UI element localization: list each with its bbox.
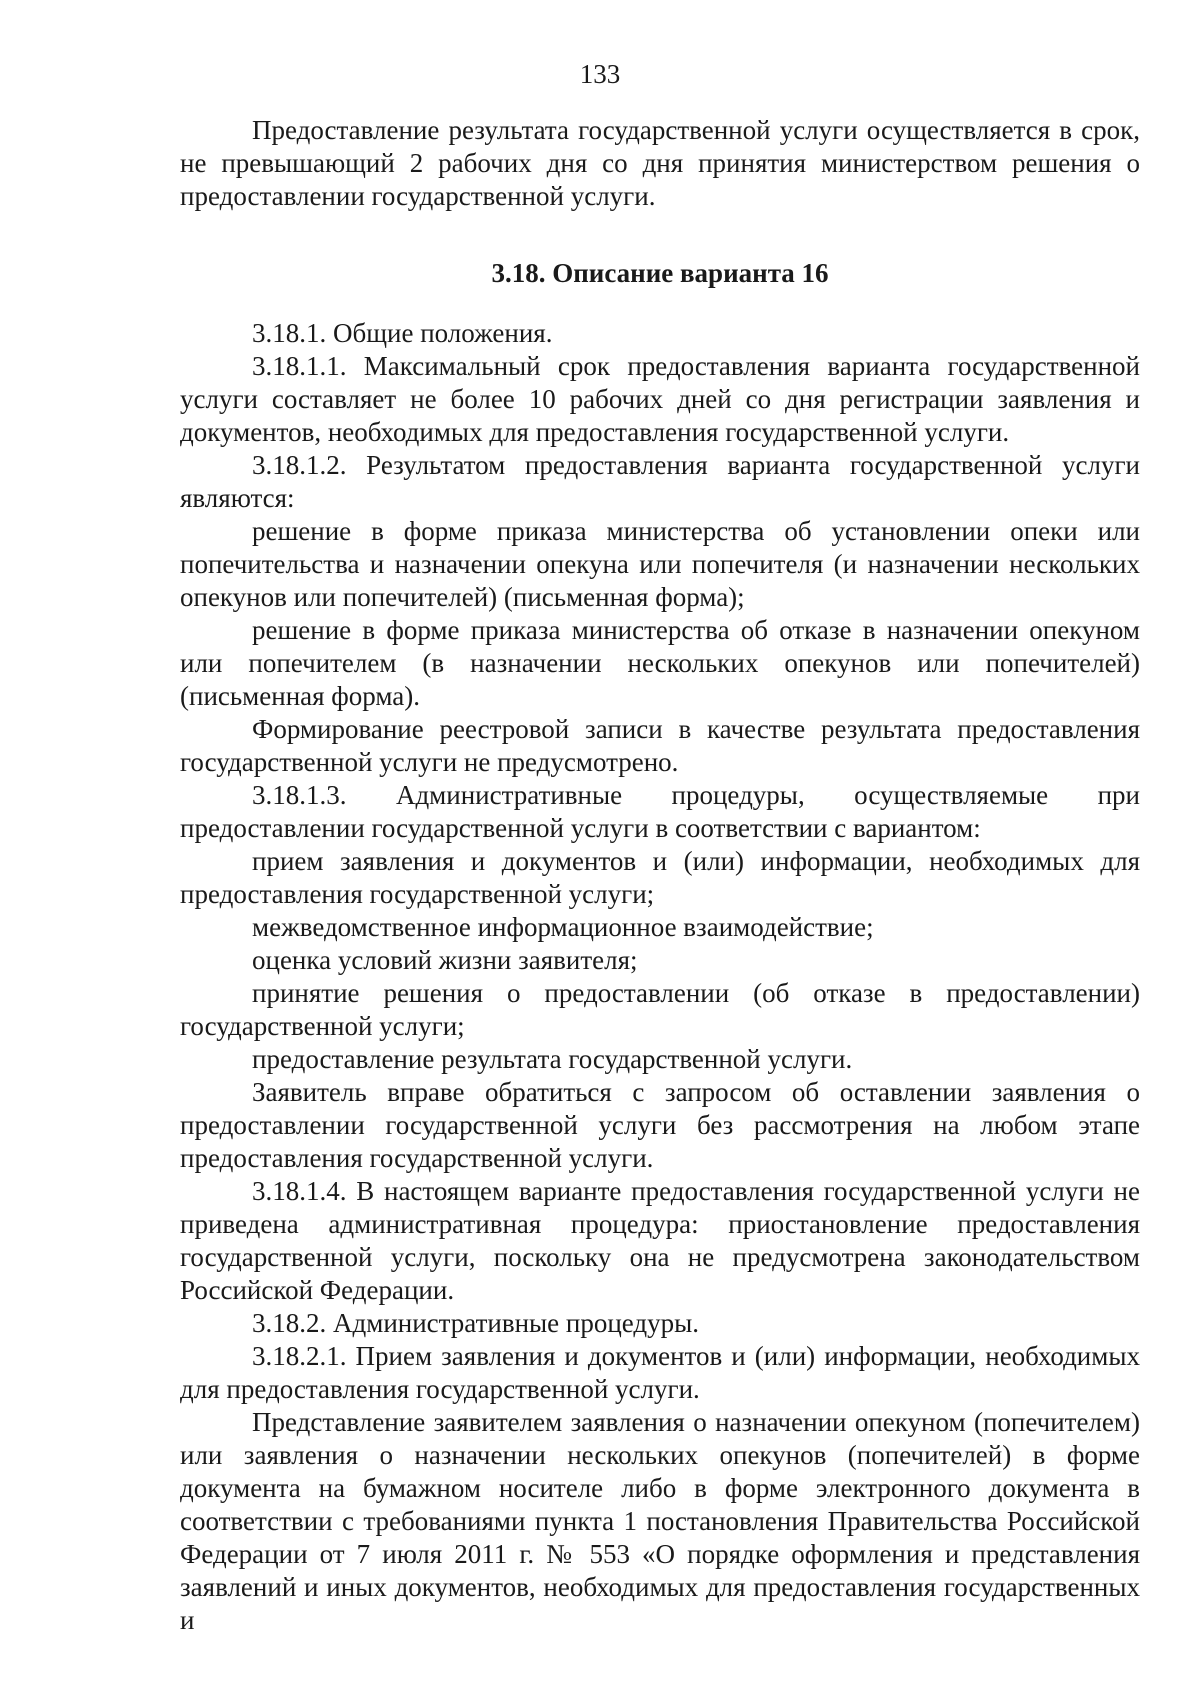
paragraph-3-18-2-1: 3.18.2.1. Прием заявления и документов и (или) информации, необходимых для предоставления государственной услуги.	[180, 1341, 1140, 1404]
result-item-1: решение в форме приказа министерства об установлении опеки или попечительства и назначении опекуна или попечителя (и назначении нескольких опекунов или попечителей) (письменная форма);	[180, 516, 1140, 612]
paragraph-3-18-1-3: 3.18.1.3. Административные процедуры, осуществляемые при предоставлении государственной услуги в соответствии с вариантом:	[180, 780, 1140, 843]
paragraph-3-18-1: 3.18.1. Общие положения.	[252, 318, 553, 348]
section-title: 3.18. Описание варианта 16	[491, 258, 829, 288]
paragraph-3-18-1-4: 3.18.1.4. В настоящем варианте предоставления государственной услуги не приведена административная процедура: приостановление предоставления государственной услуги, поскольку она не предусмотрена законодательством Российской Федерации.	[180, 1176, 1140, 1305]
registry-note: Формирование реестровой записи в качестве результата предоставления государственной услуги не предусмотрено.	[180, 714, 1140, 777]
intro-paragraph: Предоставление результата государственной услуги осуществляется в срок, не превышающий 2 рабочих дня со дня принятия министерством решения о предоставлении государственной услуги.	[180, 115, 1140, 211]
procedure-item-5: предоставление результата государственной услуги.	[252, 1044, 853, 1074]
procedure-item-3: оценка условий жизни заявителя;	[252, 945, 638, 975]
page-number: 133	[579, 59, 621, 89]
application-paragraph: Представление заявителем заявления о назначении опекуном (попечителем) или заявления о назначении нескольких опекунов (попечителей) в форме документа на бумажном носителе либо в форме электронного документа в соответствии с требованиями пункта 1 постановления Правительства Российской Федерации от 7 июля 2011 г. № 553 «О порядке оформления и представления заявлений и иных документов, необходимых для предоставления государственных и	[180, 1407, 1140, 1635]
procedure-item-1: прием заявления и документов и (или) информации, необходимых для предоставления государственной услуги;	[180, 846, 1140, 909]
procedure-item-4: принятие решения о предоставлении (об отказе в предоставлении) государственной услуги;	[180, 978, 1140, 1041]
paragraph-3-18-1-2: 3.18.1.2. Результатом предоставления варианта государственной услуги являются:	[180, 450, 1140, 513]
document-body	[180, 114, 1140, 1637]
paragraph-3-18-1-1: 3.18.1.1. Максимальный срок предоставления варианта государственной услуги составляет не более 10 рабочих дней со дня регистрации заявления и документов, необходимых для предоставления государственной услуги.	[180, 351, 1140, 447]
procedure-item-2: межведомственное информационное взаимодействие;	[252, 912, 874, 942]
paragraph-3-18-2: 3.18.2. Административные процедуры.	[252, 1308, 700, 1338]
result-item-2: решение в форме приказа министерства об отказе в назначении опекуном или попечителем (в назначении нескольких опекунов или попечителей) (письменная форма).	[180, 615, 1140, 711]
withdrawal-paragraph: Заявитель вправе обратиться с запросом об оставлении заявления о предоставлении государственной услуги без рассмотрения на любом этапе предоставления государственной услуги.	[180, 1077, 1140, 1173]
